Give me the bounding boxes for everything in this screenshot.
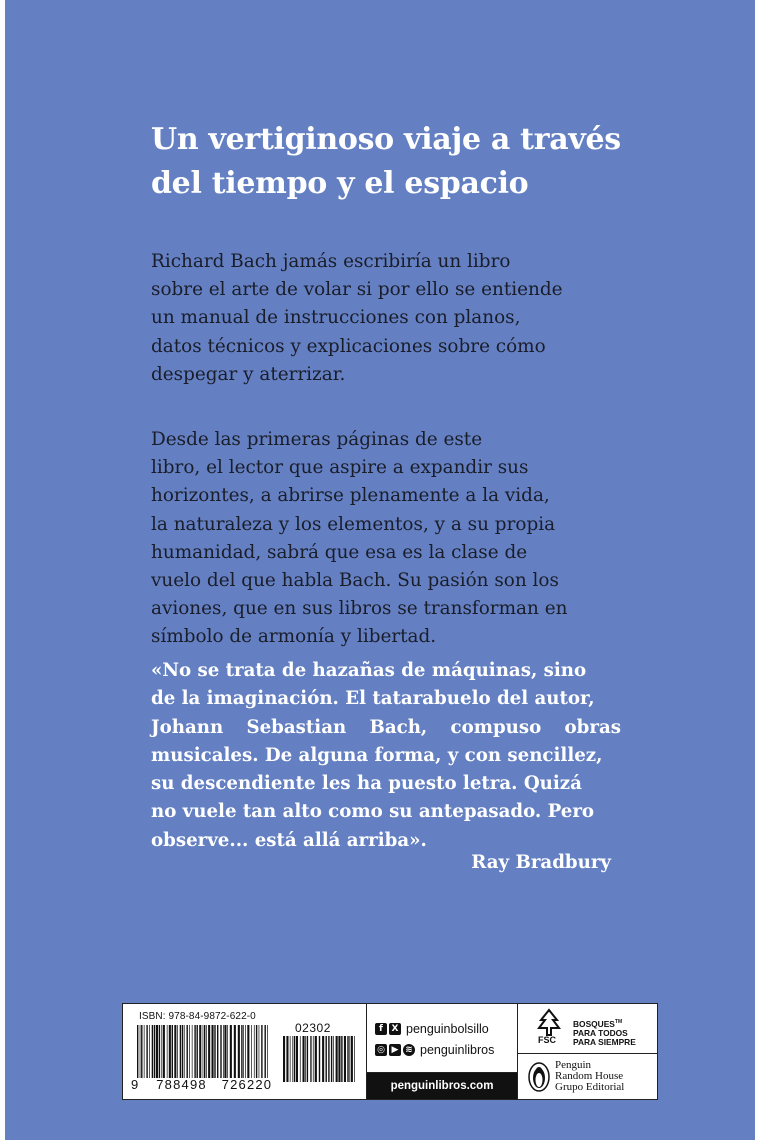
- fsc-line: PARA SIEMPRE: [573, 1036, 636, 1047]
- barcode-bar: [204, 1025, 205, 1078]
- quote-author: Ray Bradbury: [471, 852, 611, 873]
- barcode-bar: [184, 1025, 185, 1078]
- barcode-bar: [336, 1036, 338, 1082]
- barcode-bar: [313, 1036, 314, 1082]
- fsc-label: FSC: [538, 1035, 556, 1045]
- barcode-bar: [146, 1025, 147, 1078]
- text-line: Richard Bach jamás escribiría un libro: [151, 251, 511, 272]
- fsc-slogan: [573, 1018, 636, 1047]
- barcode-bar: [223, 1025, 224, 1078]
- barcode-bar: [180, 1025, 181, 1078]
- barcode-bar: [333, 1036, 334, 1082]
- addon-barcode: [283, 1036, 355, 1082]
- ean-right-digits: 726220: [221, 1077, 273, 1092]
- trademark: TM: [614, 1019, 623, 1025]
- barcode-bar: [331, 1036, 332, 1082]
- barcode-bar: [247, 1025, 249, 1078]
- barcode-bar: [322, 1036, 324, 1082]
- info-box: [122, 1003, 658, 1100]
- fsc-line: PARA TODOS: [573, 1027, 628, 1038]
- spotify-icon[interactable]: ≋: [403, 1044, 415, 1056]
- barcode-bar: [217, 1025, 218, 1078]
- text-line: sobre el arte de volar si por ello se entiende: [151, 279, 563, 301]
- barcode-bar: [149, 1025, 150, 1078]
- barcode-bar: [177, 1025, 178, 1078]
- barcode-bar: [338, 1036, 340, 1082]
- barcode-bar: [152, 1025, 153, 1078]
- barcode-bar: [251, 1025, 252, 1078]
- barcode-bar: [206, 1025, 207, 1078]
- publisher-name: [555, 1060, 624, 1093]
- ean-barcode: [137, 1025, 270, 1078]
- quote-line: Johann Sebastian Bach, compuso obras: [151, 716, 621, 738]
- text-line: la naturaleza y los elementos, y a su propia: [151, 513, 556, 535]
- publisher-line: Grupo Editorial: [555, 1081, 625, 1093]
- barcode-bar: [161, 1025, 162, 1078]
- barcode-bar: [182, 1025, 183, 1078]
- barcode-bar: [140, 1025, 141, 1078]
- barcode-bar: [341, 1036, 342, 1082]
- barcode-bar: [197, 1025, 198, 1078]
- quote-line: de la imaginación. El tatarabuelo del autor,: [151, 688, 595, 710]
- barcode-bar: [163, 1025, 165, 1078]
- barcode-bar: [328, 1036, 329, 1082]
- ean-left-digits: 788498: [156, 1077, 207, 1092]
- text-line: despegar y aterrizar.: [151, 363, 346, 385]
- barcode-bar: [137, 1025, 138, 1078]
- social-handle[interactable]: penguinbolsillo: [406, 1022, 489, 1036]
- barcode-bar: [351, 1036, 353, 1082]
- addon-code: 02302: [295, 1021, 331, 1035]
- x-icon[interactable]: X: [389, 1023, 401, 1035]
- barcode-bar: [189, 1025, 190, 1078]
- barcode-bar: [261, 1025, 262, 1078]
- social-row-libros: [375, 1043, 494, 1057]
- barcode-bar: [259, 1025, 260, 1078]
- social-handle[interactable]: penguinlibros: [420, 1043, 495, 1057]
- back-cover: [5, 0, 755, 1140]
- ean-first-digit: 9: [131, 1077, 140, 1092]
- barcode-bar: [307, 1036, 308, 1082]
- quote-line: observe... está allá arriba».: [151, 829, 427, 851]
- instagram-icon[interactable]: ◎: [375, 1044, 387, 1056]
- headline-line: del tiempo y el espacio: [151, 166, 529, 201]
- divider: [518, 1053, 657, 1054]
- barcode-bar: [326, 1036, 327, 1082]
- headline-line: Un vertiginoso viaje a través: [151, 122, 621, 157]
- barcode-bar: [144, 1025, 145, 1078]
- barcode-bar: [208, 1025, 210, 1078]
- publisher-line: Random House: [555, 1070, 624, 1082]
- headline: [151, 118, 711, 206]
- barcode-bar: [265, 1025, 266, 1078]
- barcode-bar: [349, 1036, 350, 1082]
- barcode-bar: [172, 1025, 173, 1078]
- quote-line: musicales. De alguna forma, y con sencillez,: [151, 744, 603, 766]
- text-line: libro, el lector que aspire a expandir sus: [151, 457, 529, 479]
- barcode-bar: [194, 1025, 195, 1078]
- synopsis-paragraph-1: [151, 248, 641, 389]
- barcode-bar: [230, 1025, 232, 1078]
- barcode-bar: [303, 1036, 305, 1082]
- barcode-bar: [305, 1036, 306, 1082]
- ean-digits: [131, 1077, 272, 1092]
- barcode-bar: [245, 1025, 246, 1078]
- review-quote: [151, 657, 621, 855]
- text-line: símbolo de armonía y libertad.: [151, 626, 437, 648]
- barcode-bar: [296, 1036, 298, 1082]
- quote-line: no vuele tan alto como su antepasado. Pero: [151, 801, 595, 823]
- barcode-bar: [347, 1036, 348, 1082]
- barcode-bar: [167, 1025, 168, 1078]
- barcode-bar: [256, 1025, 257, 1078]
- barcode-bar: [300, 1036, 301, 1082]
- text-line: aviones, que en sus libros se transforman en: [151, 598, 568, 620]
- barcode-bar: [203, 1025, 204, 1078]
- barcode-bar: [224, 1025, 226, 1078]
- barcode-bar: [174, 1025, 176, 1078]
- barcode-bar: [187, 1025, 188, 1078]
- fsc-line: BOSQUES: [573, 1018, 615, 1029]
- barcode-bar: [319, 1036, 320, 1082]
- barcode-bar: [243, 1025, 244, 1078]
- text-line: humanidad, sabrá que esa es la clase de: [151, 541, 528, 563]
- barcode-bar: [344, 1036, 346, 1082]
- barcode-bar: [310, 1036, 311, 1082]
- text-line: un manual de instrucciones con planos,: [151, 307, 521, 329]
- website-link[interactable]: penguinlibros.com: [367, 1073, 517, 1099]
- text-line: datos técnicos y explicaciones sobre cómo: [151, 335, 546, 357]
- barcode-bar: [192, 1025, 193, 1078]
- barcode-bar: [294, 1036, 295, 1082]
- barcode-bar: [214, 1025, 215, 1078]
- synopsis-paragraph-2: [151, 426, 641, 652]
- youtube-icon[interactable]: ▶: [389, 1044, 401, 1056]
- social-row-bolsillo: [375, 1022, 489, 1036]
- text-line: Desde las primeras páginas de este: [151, 429, 483, 450]
- barcode-bar: [234, 1025, 236, 1078]
- barcode-bar: [254, 1025, 255, 1078]
- barcode-bar: [156, 1025, 158, 1078]
- text-line: vuelo del que habla Bach. Su pasión son los: [151, 570, 559, 592]
- barcode-bar: [154, 1025, 155, 1078]
- barcode-bar: [292, 1036, 293, 1082]
- barcode-bar: [311, 1036, 312, 1082]
- isbn-text: ISBN: 978-84-9872-622-0: [139, 1011, 256, 1022]
- barcode-bar: [227, 1025, 228, 1078]
- barcode-bar: [199, 1025, 201, 1078]
- divider: [517, 1004, 518, 1099]
- fsc-tree-icon: [533, 1008, 565, 1036]
- quote-line: «No se trata de hazañas de máquinas, sino: [151, 660, 587, 681]
- barcode-bar: [169, 1025, 171, 1078]
- barcode-bar: [354, 1036, 355, 1082]
- barcode-bar: [238, 1025, 240, 1078]
- barcode-bar: [283, 1036, 285, 1082]
- barcode-bar: [241, 1025, 242, 1078]
- barcode-bar: [141, 1025, 142, 1078]
- barcode-bar: [159, 1025, 160, 1078]
- barcode-bar: [212, 1025, 214, 1078]
- facebook-icon[interactable]: f: [375, 1023, 387, 1035]
- penguin-logo-icon: [528, 1062, 550, 1092]
- barcode-bar: [290, 1036, 291, 1082]
- quote-line: su descendiente les ha puesto letra. Quizá: [151, 773, 582, 795]
- barcode-bar: [267, 1025, 268, 1078]
- barcode-bar: [286, 1036, 288, 1082]
- barcode-bar: [315, 1036, 317, 1082]
- text-line: horizontes, a abrirse plenamente a la vida,: [151, 485, 550, 507]
- barcode-bar: [220, 1025, 221, 1078]
- publisher-line: Penguin: [555, 1059, 592, 1071]
